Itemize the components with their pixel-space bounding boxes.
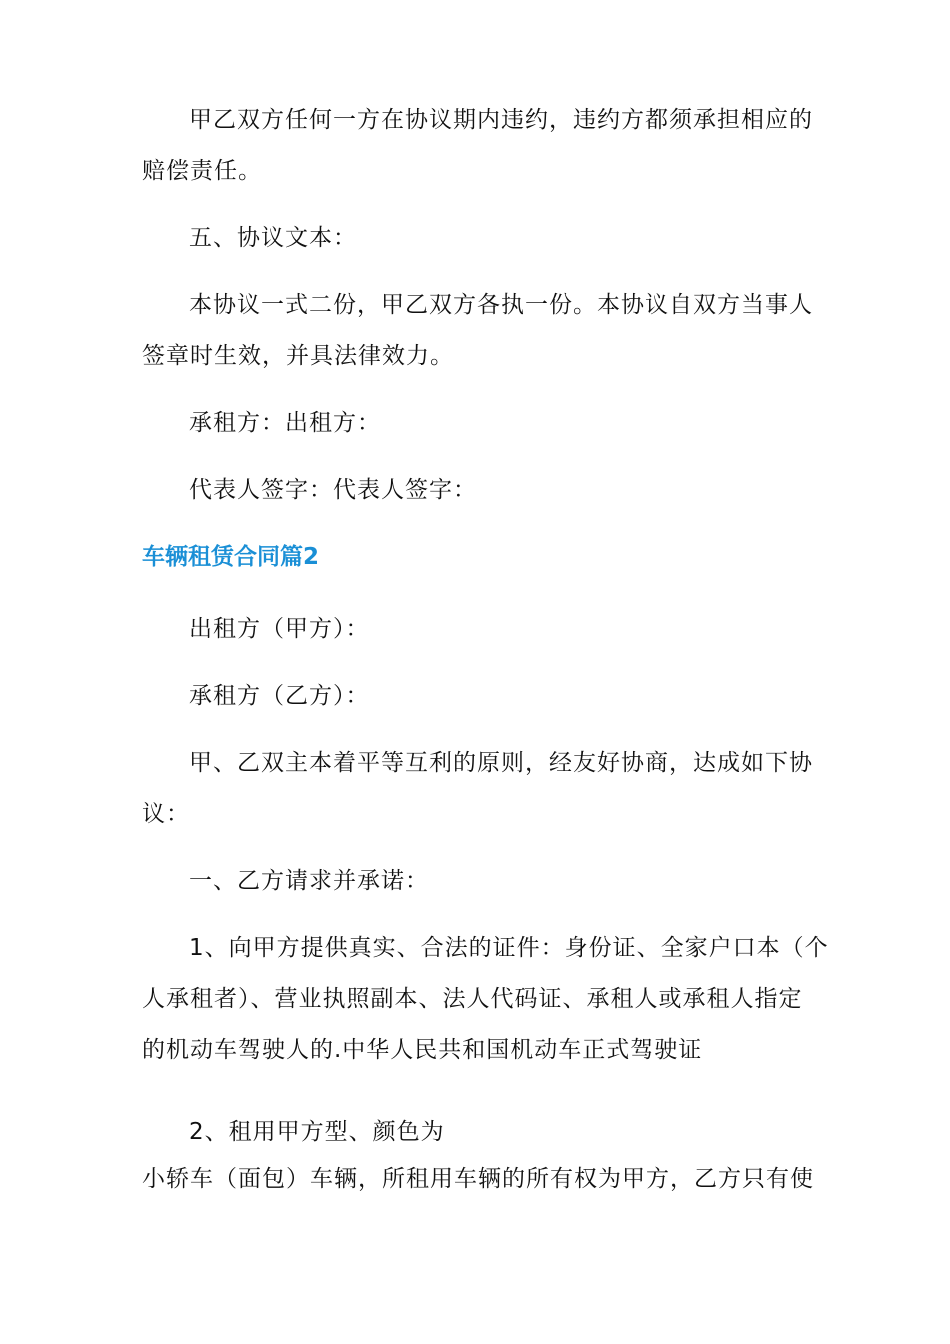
text-line-17: 小轿车（面包）车辆，所租用车辆的所有权为甲方，乙方只有使 — [142, 1166, 814, 1192]
text-line-13: 1、向甲方提供真实、合法的证件：身份证、全家户口本（个 — [189, 935, 829, 961]
text-line-5: 签章时生效，并具法律效力。 — [142, 343, 454, 369]
contract-heading: 车辆租赁合同篇2 — [142, 544, 320, 570]
lessor-party-a: 出租方（甲方）： — [189, 616, 370, 642]
text-line-1: 甲乙双方任何一方在协议期内违约，违约方都须承担相应的 — [189, 107, 813, 133]
lessee-party-b: 承租方（乙方）： — [189, 683, 370, 709]
section-five-title: 五、协议文本： — [189, 225, 357, 251]
text-line-2: 赔偿责任。 — [142, 158, 262, 184]
text-line-10: 甲、乙双主本着平等互利的原则，经友好协商，达成如下协 — [189, 750, 813, 776]
signature-line: 代表人签字：代表人签字： — [189, 477, 477, 503]
text-line-14: 人承租者）、营业执照副本、法人代码证、承租人或承租人指定 — [142, 986, 803, 1012]
text-line-4: 本协议一式二份，甲乙双方各执一份。本协议自双方当事人 — [189, 292, 813, 318]
text-line-16: 2、租用甲方型、颜色为 — [189, 1119, 445, 1145]
lessee-lessor-line: 承租方：出租方： — [189, 410, 381, 436]
section-one-title: 一、乙方请求并承诺： — [189, 868, 429, 894]
text-line-11: 议： — [142, 801, 190, 827]
text-line-15: 的机动车驾驶人的.中华人民共和国机动车正式驾驶证 — [142, 1037, 703, 1063]
